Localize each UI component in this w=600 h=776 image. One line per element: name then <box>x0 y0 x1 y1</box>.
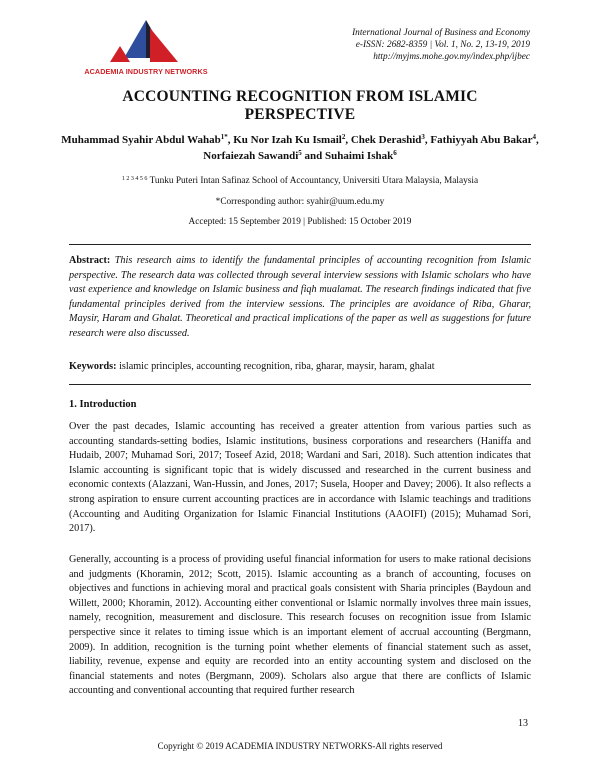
logo-triangles-icon <box>106 18 186 68</box>
paragraph: Generally, accounting is a process of providing useful financial information for users to make rational decisions and judgments (Khoramin, 2012; Scott, 2015). Islamic accounting as a branch of accounting, focuses on objectives and functions in achieving moral and practical goals consistent with Sharia principles (Baydoun and Willett, 2000; Khoramin, 2012). Accounting either conventional or Islamic normally involves three main issues, namely, recognition, measurement and disclosure. This research focuses on recognition issue from Islamic perspective since it relates to timing issue which is an important element of accrual accounting (Bergmann, 2009). In addition, recognition is the turning point whether elements of financial statement such as asset, liability, revenue, expense and equity are recorded into an entity accounting system and disclosed on the financial statements and notes (Bergmann, 2009). Scholars also argue that there are conflicts of Islamic accounting and conventional accounting that required further research <box>69 554 531 697</box>
logo-text: ACADEMIA INDUSTRY NETWORKS <box>84 67 208 76</box>
copyright: Copyright © 2019 ACADEMIA INDUSTRY NETWORKS-All rights reserved <box>157 741 443 751</box>
publisher-logo <box>66 18 226 78</box>
abstract-text: This research aims to identify the fundamental principles of accounting recognition from Islamic perspective. The research data was collected through several interview sessions with Islamic scholars who have vast experience and knowledge on Islamic business and fiqh mualamat. The research findings indicated that five fundamental principles derived from the interview sessions. The principles are avoidance of Riba, Gharar, Maysir, Haram and Ghalat. Theoretical and practical implications of the paper as well as suggestions for future research were also discussed. <box>69 255 532 339</box>
author-mark: 6 <box>393 149 397 157</box>
author: Chek Derashid <box>350 134 422 146</box>
affiliation <box>60 176 540 186</box>
section-heading: 1. Introduction <box>69 399 137 410</box>
divider-bottom <box>69 384 531 385</box>
journal-url[interactable]: http://myjms.mohe.gov.my/index.php/ijbec <box>373 52 530 62</box>
author-mark: 3 <box>421 133 425 141</box>
journal-name: International Journal of Business and Economy <box>352 28 530 38</box>
author: Fathiyyah Abu Bakar <box>430 134 533 146</box>
author-mark: 2 <box>341 133 346 141</box>
abstract-label: Abstract: <box>69 255 111 266</box>
title-line-1: ACCOUNTING RECOGNITION FROM ISLAMIC <box>122 88 478 105</box>
author-separator: , <box>424 134 431 146</box>
keywords-label: Keywords: <box>69 361 117 372</box>
page-number: 13 <box>518 718 528 729</box>
abstract <box>69 254 531 342</box>
paragraph: Over the past decades, Islamic accounting has received a greater attention from various parties such as accounting standards-setting bodies, Islamic institutions, business corporations and researchers (Haniffa and Hudaib, 2007; Muhamad Sori, 2017; Toseef Azid, 2018; Wardani and Sari, 2018). Such attention indicates that Islamic accounting is significant topic that is widely discussed and researched in the current business and economic contexts (Alazzani, Wan-Hussin, and Jones, 2017; Susela, Hooper and Davey; 2006). It also reflects a strong aspiration to ensure current accounting practices are in accordance with Islamic teachings and traditions (Accounting and Auditing Organization for Islamic Financial Institutions (AAOIFI) (2015); Muhamad Sori, 2017). <box>69 421 531 535</box>
paper-title <box>60 88 540 124</box>
affiliation-text: Tunku Puteri Intan Safinaz School of Accountancy, Universiti Utara Malaysia, Malaysia <box>149 176 479 186</box>
author: Norfaiezah Sawandi <box>203 150 299 162</box>
affiliation-marks: 1 2 3 4 5 6 <box>121 176 148 182</box>
journal-issn: e-ISSN: 2682-8359 | Vol. 1, No. 2, 13-19, 2019 <box>355 40 530 50</box>
divider-top <box>69 244 531 245</box>
author: Muhammad Syahir Abdul Wahab <box>61 134 221 146</box>
author-list <box>60 132 540 164</box>
author-separator: , <box>227 134 234 146</box>
author-separator: , <box>536 134 539 146</box>
author-mark: 1* <box>220 133 228 141</box>
author: Suhaimi Ishak <box>325 150 394 162</box>
author-mark: 4 <box>532 133 536 141</box>
author: Ku Nor Izah Ku Ismail <box>233 134 342 146</box>
keywords-text: islamic principles, accounting recognition, riba, gharar, maysir, haram, ghalat <box>119 361 435 372</box>
journal-info <box>352 27 530 63</box>
keywords <box>69 361 531 372</box>
author-separator: , <box>345 134 351 146</box>
author-mark: 5 <box>298 149 302 157</box>
author-separator: and <box>301 150 326 162</box>
title-line-2: PERSPECTIVE <box>244 106 356 123</box>
corresponding-author: *Corresponding author: syahir@uum.edu.my <box>215 197 385 207</box>
publication-dates: Accepted: 15 September 2019 | Published: 15 October 2019 <box>188 217 412 227</box>
